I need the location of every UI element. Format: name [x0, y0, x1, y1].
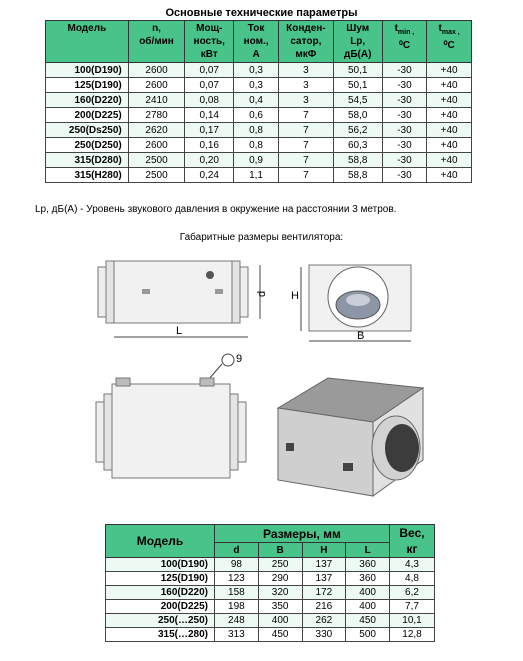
- value-cell: +40: [427, 168, 472, 183]
- model-cell: 200(D225): [46, 108, 129, 123]
- top-view-drawing: [90, 350, 255, 480]
- hole-label: 9: [236, 353, 243, 365]
- value-cell: 400: [346, 600, 390, 614]
- mount-bracket: [200, 378, 214, 386]
- value-cell: 360: [346, 558, 390, 572]
- value-cell: 56,2: [333, 123, 382, 138]
- value-cell: +40: [427, 138, 472, 153]
- value-cell: 137: [302, 572, 346, 586]
- inlet-collar: [96, 402, 104, 462]
- value-cell: 320: [258, 586, 302, 600]
- params-row: [46, 153, 472, 168]
- value-cell: 0,4: [234, 93, 279, 108]
- value-cell: 2410: [128, 93, 185, 108]
- dims-header-b: B: [258, 543, 302, 558]
- dim-b-label: B: [357, 330, 365, 342]
- value-cell: -30: [382, 168, 427, 183]
- value-cell: 0,17: [185, 123, 234, 138]
- value-cell: 7: [278, 108, 333, 123]
- header-rpm: n, об/мин: [128, 21, 185, 63]
- value-cell: -30: [382, 63, 427, 78]
- value-cell: 4,3: [390, 558, 435, 572]
- value-cell: 500: [346, 628, 390, 642]
- value-cell: 2600: [128, 78, 185, 93]
- value-cell: 2780: [128, 108, 185, 123]
- model-cell: 315(H280): [46, 168, 129, 183]
- dims-title: Габаритные размеры вентилятора:: [179, 232, 344, 243]
- params-header-row: [46, 21, 472, 63]
- value-cell: 262: [302, 614, 346, 628]
- value-cell: 450: [258, 628, 302, 642]
- params-row: [46, 108, 472, 123]
- value-cell: 60,3: [333, 138, 382, 153]
- impeller-hub: [346, 294, 370, 306]
- value-cell: 0,9: [234, 153, 279, 168]
- dims-row: [106, 558, 435, 572]
- value-cell: 0,3: [234, 78, 279, 93]
- value-cell: 0,8: [234, 123, 279, 138]
- value-cell: 7: [278, 123, 333, 138]
- params-row: [46, 168, 472, 183]
- dims-header-h: H: [302, 543, 346, 558]
- params-table: [45, 20, 472, 183]
- value-cell: 1,1: [234, 168, 279, 183]
- value-cell: 350: [258, 600, 302, 614]
- value-cell: 2600: [128, 63, 185, 78]
- value-cell: 400: [258, 614, 302, 628]
- model-cell: 315(D280): [46, 153, 129, 168]
- dims-header-model: Модель: [106, 525, 215, 558]
- value-cell: 7: [278, 153, 333, 168]
- dims-row: [106, 600, 435, 614]
- value-cell: 50,1: [333, 63, 382, 78]
- value-cell: 2600: [128, 138, 185, 153]
- front-view-drawing: [90, 255, 280, 350]
- cable-gland: [206, 271, 214, 279]
- isometric-drawing: [268, 368, 436, 498]
- value-cell: 0,3: [234, 63, 279, 78]
- value-cell: 198: [215, 600, 259, 614]
- model-cell: 160(D220): [46, 93, 129, 108]
- header-capacitor: Конден- сатор, мкФ: [278, 21, 333, 63]
- params-row: [46, 93, 472, 108]
- box-front: [278, 408, 373, 496]
- dims-header-d: d: [215, 543, 259, 558]
- inlet-collar: [98, 267, 106, 317]
- params-row: [46, 78, 472, 93]
- model-cell: 125(D190): [106, 572, 215, 586]
- mount-tab: [286, 443, 294, 451]
- value-cell: 0,07: [185, 63, 234, 78]
- value-cell: 0,20: [185, 153, 234, 168]
- value-cell: -30: [382, 123, 427, 138]
- dims-header-row: [106, 525, 435, 543]
- value-cell: 0,16: [185, 138, 234, 153]
- header-noise: Шум Lp, дБ(А): [333, 21, 382, 63]
- value-cell: +40: [427, 108, 472, 123]
- value-cell: 450: [346, 614, 390, 628]
- value-cell: 0,14: [185, 108, 234, 123]
- value-cell: 248: [215, 614, 259, 628]
- hole-symbol: [222, 354, 234, 366]
- value-cell: 290: [258, 572, 302, 586]
- dim-h-label: H: [291, 290, 299, 302]
- model-cell: 250(Ds250): [46, 123, 129, 138]
- value-cell: 400: [346, 586, 390, 600]
- value-cell: 54,5: [333, 93, 382, 108]
- value-cell: 7,7: [390, 600, 435, 614]
- value-cell: 0,8: [234, 138, 279, 153]
- header-current: Ток ном., А: [234, 21, 279, 63]
- value-cell: 0,6: [234, 108, 279, 123]
- value-cell: 0,08: [185, 93, 234, 108]
- model-cell: 250(…250): [106, 614, 215, 628]
- model-cell: 250(D250): [46, 138, 129, 153]
- value-cell: 6,2: [390, 586, 435, 600]
- value-cell: 123: [215, 572, 259, 586]
- model-cell: 315(…280): [106, 628, 215, 642]
- value-cell: 4,8: [390, 572, 435, 586]
- value-cell: -30: [382, 93, 427, 108]
- value-cell: 0,24: [185, 168, 234, 183]
- model-cell: 100(D190): [46, 63, 129, 78]
- outlet-collar: [240, 267, 248, 317]
- value-cell: 0,07: [185, 78, 234, 93]
- header-model: Модель: [46, 21, 129, 63]
- dims-row: [106, 572, 435, 586]
- value-cell: -30: [382, 78, 427, 93]
- value-cell: 58,0: [333, 108, 382, 123]
- value-cell: 3: [278, 63, 333, 78]
- dim-l-label: L: [176, 325, 183, 337]
- value-cell: 2620: [128, 123, 185, 138]
- value-cell: 2500: [128, 153, 185, 168]
- dims-header-weight: Вес, кг: [390, 525, 435, 558]
- side-view-drawing: [285, 255, 420, 350]
- dims-header-l: L: [346, 543, 390, 558]
- value-cell: 216: [302, 600, 346, 614]
- value-cell: 313: [215, 628, 259, 642]
- dims-header-sizes: Размеры, мм: [215, 525, 390, 543]
- value-cell: +40: [427, 63, 472, 78]
- housing-top: [112, 384, 230, 478]
- value-cell: +40: [427, 93, 472, 108]
- value-cell: 7: [278, 138, 333, 153]
- mount-tab: [343, 463, 353, 471]
- outlet-collar: [238, 402, 246, 462]
- model-cell: 100(D190): [106, 558, 215, 572]
- inlet-flange: [106, 261, 114, 323]
- header-tmax: $t_{max ,}$ ⁰С: [427, 21, 472, 63]
- value-cell: +40: [427, 78, 472, 93]
- value-cell: -30: [382, 153, 427, 168]
- value-cell: 50,1: [333, 78, 382, 93]
- value-cell: 58,8: [333, 168, 382, 183]
- header-tmin: $t_{min ,}$ ⁰С: [382, 21, 427, 63]
- value-cell: 3: [278, 93, 333, 108]
- dims-row: [106, 614, 435, 628]
- dims-table: [105, 524, 435, 642]
- value-cell: 7: [278, 168, 333, 183]
- header-power: Мощ- ность, кВт: [185, 21, 234, 63]
- params-title: Основные технические параметры: [165, 7, 358, 19]
- mount-bracket: [116, 378, 130, 386]
- value-cell: 158: [215, 586, 259, 600]
- value-cell: 137: [302, 558, 346, 572]
- inlet-flange: [104, 394, 112, 470]
- dims-row: [106, 628, 435, 642]
- value-cell: -30: [382, 108, 427, 123]
- outlet-flange: [232, 261, 240, 323]
- params-row: [46, 138, 472, 153]
- value-cell: 98: [215, 558, 259, 572]
- model-cell: 200(D225): [106, 600, 215, 614]
- value-cell: -30: [382, 138, 427, 153]
- model-cell: 125(D190): [46, 78, 129, 93]
- value-cell: 172: [302, 586, 346, 600]
- outlet-opening: [385, 424, 419, 472]
- mount-tab: [142, 289, 150, 294]
- housing-body: [114, 261, 232, 323]
- value-cell: 360: [346, 572, 390, 586]
- value-cell: +40: [427, 123, 472, 138]
- value-cell: 58,8: [333, 153, 382, 168]
- noise-note: Lp, дБ(А) - Уровень звукового давления в окружение на расстоянии 3 метров.: [35, 204, 397, 215]
- value-cell: 330: [302, 628, 346, 642]
- mount-tab: [215, 289, 223, 294]
- value-cell: 3: [278, 78, 333, 93]
- value-cell: 10,1: [390, 614, 435, 628]
- value-cell: 12,8: [390, 628, 435, 642]
- value-cell: 2500: [128, 168, 185, 183]
- model-cell: 160(D220): [106, 586, 215, 600]
- params-row: [46, 123, 472, 138]
- value-cell: +40: [427, 153, 472, 168]
- value-cell: 250: [258, 558, 302, 572]
- dims-row: [106, 586, 435, 600]
- outlet-flange: [230, 394, 238, 470]
- params-row: [46, 63, 472, 78]
- dim-d-label: d: [256, 290, 268, 297]
